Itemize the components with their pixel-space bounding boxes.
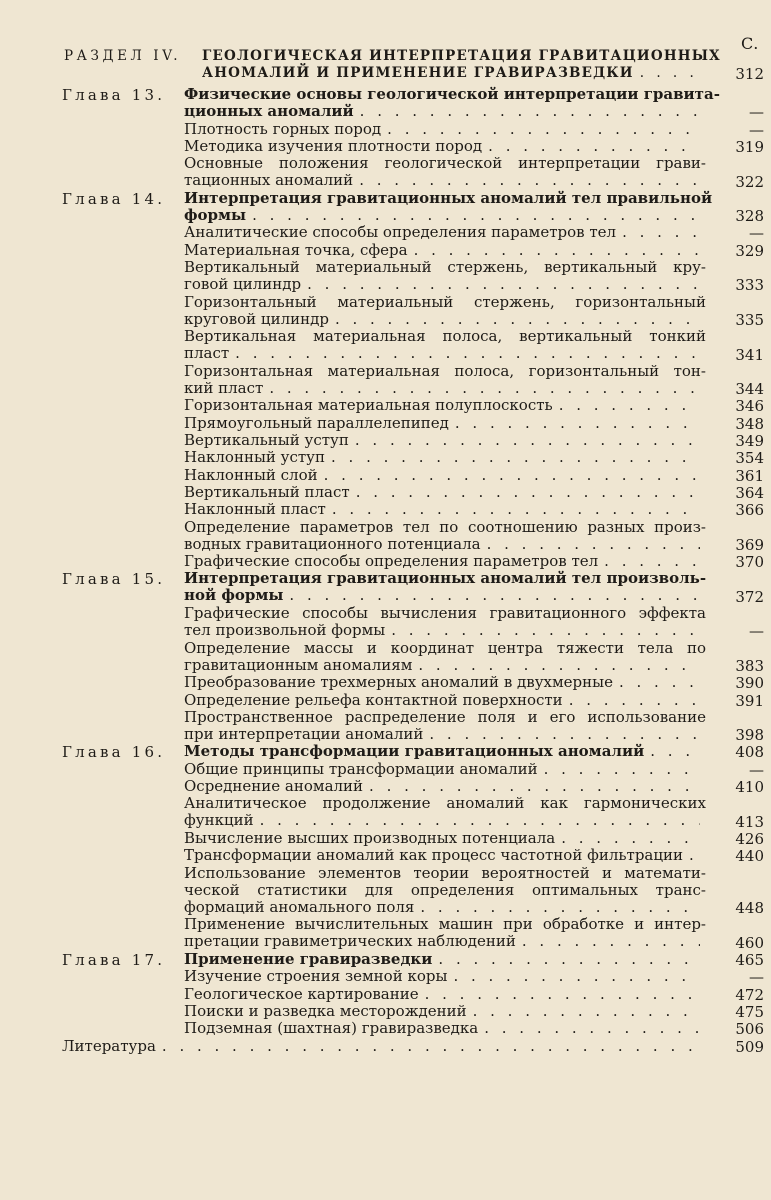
page-number: 329 xyxy=(735,241,764,260)
section-title[interactable] xyxy=(202,48,721,82)
page-number: 361 xyxy=(735,466,764,485)
entry-text: Общие принципы трансформации аномалий xyxy=(184,759,538,778)
entry-text: тационных аномалий xyxy=(184,171,354,190)
dot-leader xyxy=(252,207,700,224)
page-number: 408 xyxy=(735,743,764,762)
entry-line xyxy=(184,587,706,604)
entry-text: Наклонный пласт xyxy=(184,500,326,519)
entry-line xyxy=(184,709,706,726)
entry-text: Подземная (шахтная) гравиразведка xyxy=(184,1019,479,1038)
toc-entry[interactable] xyxy=(184,795,706,829)
page-number: — xyxy=(749,622,764,641)
page-number: 383 xyxy=(735,656,764,675)
page-number: 348 xyxy=(735,414,764,433)
entry-text: ГЕОЛОГИЧЕСКАЯ ИНТЕРПРЕТАЦИЯ ГРАВИТАЦИОННЫХ xyxy=(202,48,721,64)
dot-leader xyxy=(640,65,700,82)
entry-line xyxy=(202,48,721,65)
entry-text: претации гравиметрических наблюдений xyxy=(184,932,516,951)
dot-leader xyxy=(307,276,700,293)
entry-text: формаций аномального поля xyxy=(184,897,415,916)
entry-line xyxy=(184,570,706,587)
entry-line xyxy=(184,1020,706,1037)
page-number: 475 xyxy=(735,1002,764,1021)
entry-line xyxy=(184,726,706,743)
page-number: 364 xyxy=(735,483,764,502)
entry-text: гравитационным аномалиям xyxy=(184,655,413,674)
page-number: 506 xyxy=(735,1020,764,1039)
toc-entry[interactable] xyxy=(184,121,706,138)
page-number: 372 xyxy=(735,587,764,606)
chapter-heading[interactable] xyxy=(184,951,706,968)
toc-entry[interactable] xyxy=(184,986,706,1003)
entry-text: водных гравитационного потенциала xyxy=(184,534,481,553)
dot-leader xyxy=(619,674,700,691)
toc-entry[interactable] xyxy=(184,501,706,518)
toc-entry[interactable] xyxy=(184,778,706,795)
page-number: 465 xyxy=(735,951,764,969)
entry-line xyxy=(184,224,706,241)
chapter-label: Глава 15. xyxy=(62,570,166,589)
dot-leader xyxy=(569,692,700,709)
entry-text: ческой статистики для определения оптимальных транс- xyxy=(184,880,706,899)
entry-text: Поиски и разведка месторождений xyxy=(184,1001,467,1020)
dot-leader xyxy=(455,415,700,432)
entry-text: Вертикальный материальный стержень, вертикальный кру- xyxy=(184,258,706,276)
entry-line xyxy=(184,553,706,570)
toc-entry[interactable] xyxy=(184,1003,706,1020)
entry-text: ной формы xyxy=(184,586,284,605)
chapter-heading[interactable] xyxy=(184,188,713,224)
entry-text: Определение параметров тел по соотношению разных произ- xyxy=(184,517,706,536)
dot-leader xyxy=(335,311,700,328)
entry-line xyxy=(202,65,706,82)
page-number: — xyxy=(749,224,764,243)
dot-leader xyxy=(355,432,700,449)
entry-line xyxy=(184,692,706,709)
page-number: 322 xyxy=(735,172,764,191)
entry-text: Использование элементов теории вероятностей и математи- xyxy=(184,863,706,882)
entry-line xyxy=(184,328,706,345)
entry-text: Материальная точка, сфера xyxy=(184,240,408,259)
toc-entry[interactable] xyxy=(184,640,706,674)
page-number: 398 xyxy=(735,726,764,745)
toc-entry[interactable] xyxy=(184,692,706,709)
dot-leader xyxy=(418,657,700,674)
entry-line xyxy=(184,986,706,1003)
page-number: 344 xyxy=(735,380,764,399)
toc-entry[interactable] xyxy=(184,605,706,639)
toc-entry[interactable] xyxy=(184,363,706,397)
page-number: 370 xyxy=(735,553,764,572)
entry-line xyxy=(184,674,706,691)
entry-text: Горизонтальная материальная полуплоскость xyxy=(184,396,553,415)
page-number: 369 xyxy=(735,535,764,554)
page-number: 413 xyxy=(735,812,764,831)
entry-text: Изучение строения земной коры xyxy=(184,967,448,986)
entry-line xyxy=(184,484,706,501)
dot-leader xyxy=(359,172,700,189)
entry-text: Методы трансформации гравитационных аномалий xyxy=(184,742,645,761)
page-column-header: С. xyxy=(741,34,759,53)
page-number: 440 xyxy=(735,847,764,866)
entry-line xyxy=(184,899,706,916)
entry-line xyxy=(184,605,706,622)
entry-text: Плотность горных пород xyxy=(184,119,382,138)
toc-entry[interactable] xyxy=(184,155,706,189)
dot-leader xyxy=(544,761,700,778)
page-number: 426 xyxy=(735,829,764,848)
entry-text: Графические способы вычисления гравитационного эффекта xyxy=(184,604,706,622)
toc-entry[interactable] xyxy=(184,328,706,362)
page-number: 410 xyxy=(735,778,764,796)
entry-line xyxy=(184,259,706,276)
dot-leader xyxy=(420,899,700,916)
dot-leader xyxy=(559,397,700,414)
entry-text: пласт xyxy=(184,344,230,363)
entry-text: Геологическое картирование xyxy=(184,984,419,1003)
entry-text: Аналитическое продолжение аномалий как гармонических xyxy=(184,794,706,813)
dot-leader xyxy=(487,536,700,553)
literature-label: Литература xyxy=(62,1036,156,1055)
page-number: — xyxy=(749,968,764,987)
entry-line xyxy=(184,968,706,985)
entry-line xyxy=(184,380,706,397)
dot-leader xyxy=(473,1003,700,1020)
page-number: 366 xyxy=(735,501,764,520)
page-number: 391 xyxy=(735,691,764,710)
dot-leader xyxy=(488,138,700,155)
page-number: 341 xyxy=(735,345,764,364)
entry-line xyxy=(184,622,706,639)
toc-entry[interactable] xyxy=(184,224,706,241)
entry-text: Методика изучения плотности пород xyxy=(184,136,483,155)
dot-leader xyxy=(235,345,700,362)
entry-text: Применение вычислительных машин при обработке и интер- xyxy=(184,915,706,934)
entry-line xyxy=(184,657,706,674)
entry-text: Пространственное распределение поля и его использование xyxy=(184,707,706,726)
entry-line xyxy=(184,207,706,224)
section-label: РАЗДЕЛ IV. xyxy=(64,48,182,64)
dot-leader xyxy=(387,121,700,138)
entry-line xyxy=(184,363,706,380)
dot-leader xyxy=(269,380,700,397)
entry-line xyxy=(184,501,706,518)
entry-text: АНОМАЛИЙ И ПРИМЕНЕНИЕ ГРАВИРАЗВЕДКИ xyxy=(202,65,634,81)
entry-line xyxy=(184,121,706,138)
chapter-heading[interactable] xyxy=(184,85,720,120)
toc-entry[interactable] xyxy=(184,449,706,466)
toc-entry[interactable] xyxy=(184,761,706,778)
dot-leader xyxy=(331,449,700,466)
toc-entry[interactable] xyxy=(184,242,706,259)
entry-line xyxy=(184,812,706,829)
entry-text: Физические основы геологической интерпретации гравита- xyxy=(184,85,720,103)
entry-text: Вертикальный пласт xyxy=(184,482,350,501)
entry-text: Осреднение аномалий xyxy=(184,777,364,795)
dot-leader xyxy=(484,1020,700,1037)
toc-entry[interactable] xyxy=(184,294,706,328)
page-number: 333 xyxy=(735,276,764,295)
entry-line xyxy=(184,933,706,950)
page-number: 319 xyxy=(735,137,764,156)
page-number: 509 xyxy=(735,1037,764,1056)
entry-text: Определение массы и координат центра тяжести тела по xyxy=(184,638,706,657)
entry-line xyxy=(184,847,706,864)
entry-line xyxy=(184,172,706,189)
dot-leader xyxy=(689,847,700,864)
entry-text: формы xyxy=(184,205,247,224)
entry-text: Горизонтальный материальный стержень, горизонтальный xyxy=(184,292,706,311)
entry-text: Горизонтальная материальная полоса, горизонтальный тон- xyxy=(184,361,706,380)
toc-entry[interactable] xyxy=(184,847,706,864)
entry-text: Наклонный слой xyxy=(184,465,318,484)
entry-text: тел произвольной формы xyxy=(184,621,386,639)
chapter-label: Глава 14. xyxy=(62,189,166,208)
entry-text: Преобразование трехмерных аномалий в двухмерные xyxy=(184,673,613,692)
dot-leader xyxy=(650,743,700,760)
entry-line xyxy=(184,795,706,812)
entry-line xyxy=(184,916,706,933)
entry-line xyxy=(184,761,706,778)
toc-entry[interactable] xyxy=(184,519,706,553)
entry-line xyxy=(184,640,706,657)
entry-line xyxy=(184,519,706,536)
entry-line xyxy=(184,951,706,968)
entry-line xyxy=(184,1003,706,1020)
dot-leader xyxy=(324,467,700,484)
entry-line xyxy=(184,830,706,847)
entry-line xyxy=(184,743,706,760)
entry-line xyxy=(184,449,706,466)
page-number: 312 xyxy=(735,65,764,83)
entry-line xyxy=(184,432,706,449)
dot-leader xyxy=(622,224,700,241)
chapter-heading[interactable] xyxy=(184,743,706,760)
page-number: — xyxy=(749,760,764,779)
entry-text: Вертикальный уступ xyxy=(184,431,349,449)
toc-entry[interactable] xyxy=(184,397,706,414)
entry-line xyxy=(184,138,706,155)
dot-leader xyxy=(369,778,700,795)
entry-text: Трансформации аномалий как процесс частотной фильтрации xyxy=(184,846,683,865)
entry-text: Интерпретация гравитационных аномалий тел произволь- xyxy=(184,569,707,588)
entry-line xyxy=(184,536,706,553)
dot-leader xyxy=(522,933,700,950)
entry-text: круговой цилиндр xyxy=(184,309,329,328)
entry-line xyxy=(184,778,706,795)
toc-entry[interactable] xyxy=(184,467,706,484)
page-number: 460 xyxy=(735,933,764,952)
chapter-label: Глава 13. xyxy=(62,86,166,104)
dot-leader xyxy=(604,553,700,570)
entry-text: говой цилиндр xyxy=(184,275,302,293)
entry-line xyxy=(62,1038,706,1055)
entry-text: Основные положения геологической интерпретации грави- xyxy=(184,154,706,173)
page-number: 472 xyxy=(735,985,764,1004)
dot-leader xyxy=(561,830,700,847)
page-number: 346 xyxy=(735,397,764,416)
entry-line xyxy=(184,865,706,882)
entry-text: кий пласт xyxy=(184,378,264,397)
toc-entry[interactable] xyxy=(184,415,706,432)
toc-entry[interactable] xyxy=(184,432,706,449)
toc-entry[interactable] xyxy=(184,484,706,501)
entry-text: Прямоугольный параллелепипед xyxy=(184,413,449,432)
dot-leader xyxy=(332,501,700,518)
dot-leader xyxy=(453,968,700,985)
entry-text: Аналитические способы определения параметров тел xyxy=(184,223,617,242)
dot-leader xyxy=(414,242,700,259)
dot-leader xyxy=(289,587,700,604)
chapter-label: Глава 16. xyxy=(62,743,166,762)
literature-entry[interactable] xyxy=(62,1038,706,1055)
toc-entry[interactable] xyxy=(184,968,706,985)
entry-line xyxy=(184,85,720,103)
dot-leader xyxy=(438,951,700,968)
entry-line xyxy=(184,345,706,362)
entry-text: при интерпретации аномалий xyxy=(184,724,424,743)
dot-leader xyxy=(360,103,700,120)
entry-line xyxy=(184,311,706,328)
entry-text: ционных аномалий xyxy=(184,102,354,120)
page-number: 335 xyxy=(735,310,764,329)
dot-leader xyxy=(429,726,700,743)
toc-entry[interactable] xyxy=(184,709,706,743)
entry-line xyxy=(184,188,713,207)
entry-text: Применение гравиразведки xyxy=(184,950,433,968)
dot-leader xyxy=(260,812,700,829)
chapter-heading[interactable] xyxy=(184,570,706,604)
dot-leader xyxy=(391,622,700,639)
entry-line xyxy=(184,242,706,259)
page-number: 448 xyxy=(735,899,764,918)
chapter-label: Глава 17. xyxy=(62,951,166,969)
dot-leader xyxy=(162,1038,700,1055)
toc-entry[interactable] xyxy=(184,674,706,691)
toc-entry[interactable] xyxy=(184,1020,706,1037)
entry-line xyxy=(184,882,706,899)
entry-text: Интерпретация гравитационных аномалий тел правильной xyxy=(184,188,713,207)
page-number: — xyxy=(749,120,764,139)
page-number: — xyxy=(749,103,764,122)
entry-line xyxy=(184,155,706,172)
entry-line xyxy=(184,103,706,120)
entry-text: Вычисление высших производных потенциала xyxy=(184,828,556,847)
entry-line xyxy=(184,415,706,432)
entry-line xyxy=(184,276,706,293)
page-number: 349 xyxy=(735,432,764,450)
dot-leader xyxy=(425,986,700,1003)
entry-line xyxy=(184,294,706,311)
entry-line xyxy=(184,467,706,484)
toc-entry[interactable] xyxy=(184,916,706,950)
entry-text: Наклонный уступ xyxy=(184,448,326,467)
entry-text: функций xyxy=(184,811,254,830)
entry-text: Графические способы определения параметров тел xyxy=(184,552,599,571)
entry-text: Определение рельефа контактной поверхности xyxy=(184,690,563,709)
toc-entry[interactable] xyxy=(184,259,706,293)
dot-leader xyxy=(356,484,700,501)
entry-line xyxy=(184,397,706,414)
toc-entry[interactable] xyxy=(184,865,706,916)
toc-entry[interactable] xyxy=(184,138,706,155)
page-number: 390 xyxy=(735,674,764,693)
toc-entry[interactable] xyxy=(184,830,706,847)
toc-entry[interactable] xyxy=(184,553,706,570)
page-number: 328 xyxy=(735,207,764,226)
entry-text: Вертикальная материальная полоса, вертикальный тонкий xyxy=(184,327,706,346)
page-number: 354 xyxy=(735,449,764,468)
